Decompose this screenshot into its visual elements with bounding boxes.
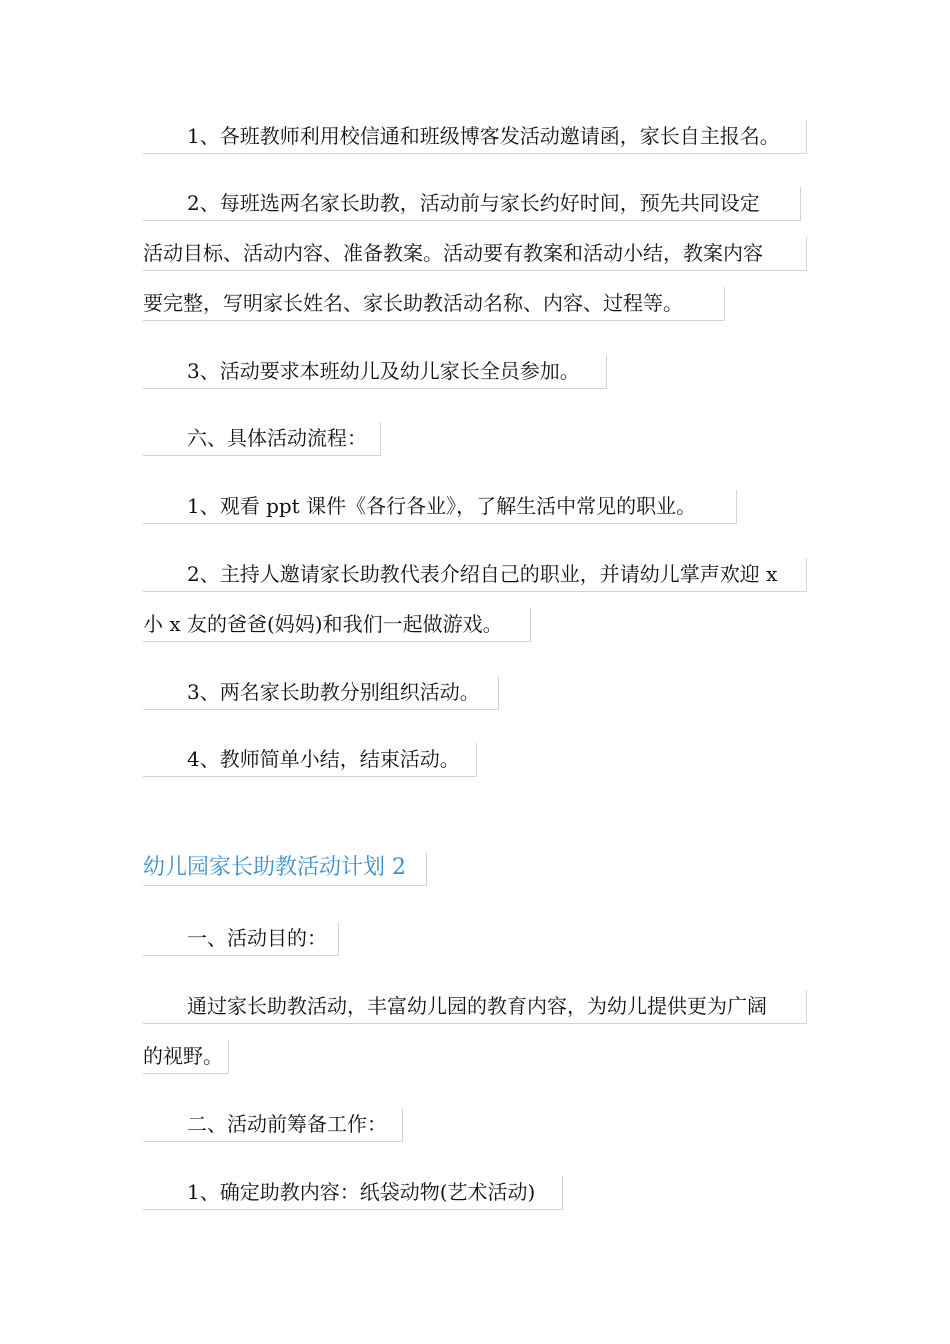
purpose-line-2: 的视野。: [143, 1040, 229, 1074]
flow-step-2-line-1: 2、主持人邀请家长助教代表介绍自己的职业，并请幼儿掌声欢迎 x: [143, 558, 807, 592]
purpose-line-1: 通过家长助教活动，丰富幼儿园的教育内容，为幼儿提供更为广阔: [143, 990, 807, 1024]
para-3-line-1: 3、活动要求本班幼儿及幼儿家长全员参加。: [143, 355, 607, 389]
section-1-heading: 一、活动目的：: [143, 922, 339, 956]
para-2-line-3: 要完整，写明家长姓名、家长助教活动名称、内容、过程等。: [143, 287, 725, 321]
flow-step-4: 4、教师简单小结，结束活动。: [143, 743, 477, 777]
flow-step-1: 1、观看 ppt 课件《各行各业》，了解生活中常见的职业。: [143, 490, 737, 524]
para-2-line-1: 2、每班选两名家长助教，活动前与家长约好时间，预先共同设定: [143, 187, 801, 221]
section-2-heading: 二、活动前筹备工作：: [143, 1108, 403, 1142]
flow-step-2-line-2: 小 x 友的爸爸(妈妈)和我们一起做游戏。: [143, 608, 531, 642]
flow-step-3: 3、两名家长助教分别组织活动。: [143, 676, 499, 710]
section-6-heading: 六、具体活动流程：: [143, 422, 381, 456]
plan-2-title: 幼儿园家长助教活动计划 2: [143, 852, 427, 886]
para-1-line-1: 1、各班教师利用校信通和班级博客发活动邀请函，家长自主报名。: [143, 120, 807, 154]
para-2-line-2: 活动目标、活动内容、准备教案。活动要有教案和活动小结，教案内容: [143, 237, 807, 271]
prep-item-1: 1、确定助教内容：纸袋动物(艺术活动): [143, 1176, 563, 1210]
